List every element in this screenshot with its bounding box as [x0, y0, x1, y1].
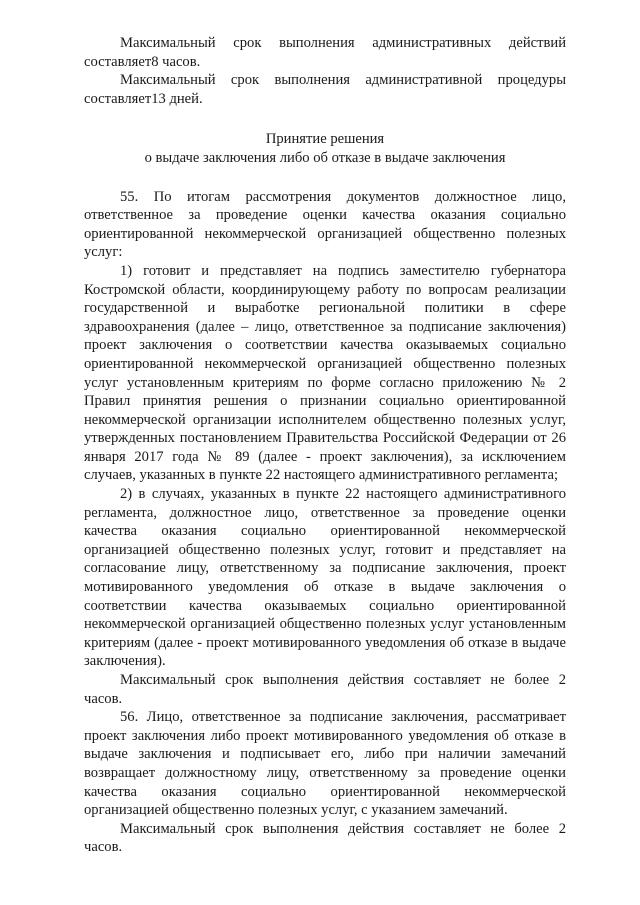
paragraph-56: 56. Лицо, ответственное за подписание заключения, рассматривает проект заключения либо проект мотивированного уведомления об отказе в выдаче заключения и подписывает его, либо при наличии замечаний возвращает должностному лицу, ответственному за проведение оценки качества оказания социально ориентированной некоммерческой организацией общественно полезных услуг, с указанием замечаний.: [84, 709, 566, 819]
paragraph-deadline-56: Максимальный срок выполнения действия составляет не более 2 часов.: [84, 820, 566, 856]
paragraph-55-item-2: 2) в случаях, указанных в пункте 22 настоящего административного регламента, должностное лицо, ответственное за проведение оценки качества оказания социально ориентированной некоммерческой организацией общественно полезных услуг, готовит и представляет на согласование лицу, ответственному за подписание заключения, проект мотивированного уведомления об отказе в выдаче заключения о соответствии качества оказываемых социально ориентированной некоммерческой организацией общественно полезных услуг установленным критериям (далее - проект мотивированного уведомления об отказе в выдаче заключения).: [84, 486, 566, 670]
paragraph-deadline-procedure: Максимальный срок выполнения административной процедуры составляет13 дней.: [84, 72, 566, 107]
section-heading-line-2: о выдаче заключения либо об отказе в выдаче заключения: [144, 149, 506, 166]
paragraph-55: 55. По итогам рассмотрения документов должностное лицо, ответственное за проведение оценки качества оказания социально ориентированной некоммерческой организацией общественно полезных услуг:: [84, 188, 566, 261]
paragraph-55-item-1: 1) готовит и представляет на подпись заместителю губернатора Костромской области, координирующему работу по вопросам реализации государственной и выработке региональной политики в сфере здравоохранения (далее – лицо, ответственное за подписание заключения) проект заключения о соответствии качества оказываемых социально ориентированной некоммерческой организацией общественно полезных услуг установленным критериям по форме согласно приложению № 2 Правил принятия решения о признании социально ориентированной некоммерческой организации исполнителем общественно полезных услуг, утвержденных постановлением Правительства Российской Федерации от 26 января 2017 года № 89 (далее - проект заключения), за исключением случаев, указанных в пункте 22 настоящего административного регламента;: [84, 262, 566, 484]
section-heading: [84, 130, 566, 167]
paragraph-deadline-actions: Максимальный срок выполнения административных действий составляет8 часов.: [84, 35, 566, 70]
paragraph-deadline-55: Максимальный срок выполнения действия составляет не более 2 часов.: [84, 672, 566, 707]
document-page: [84, 34, 566, 857]
section-heading-line-1: Принятие решения: [265, 131, 385, 148]
